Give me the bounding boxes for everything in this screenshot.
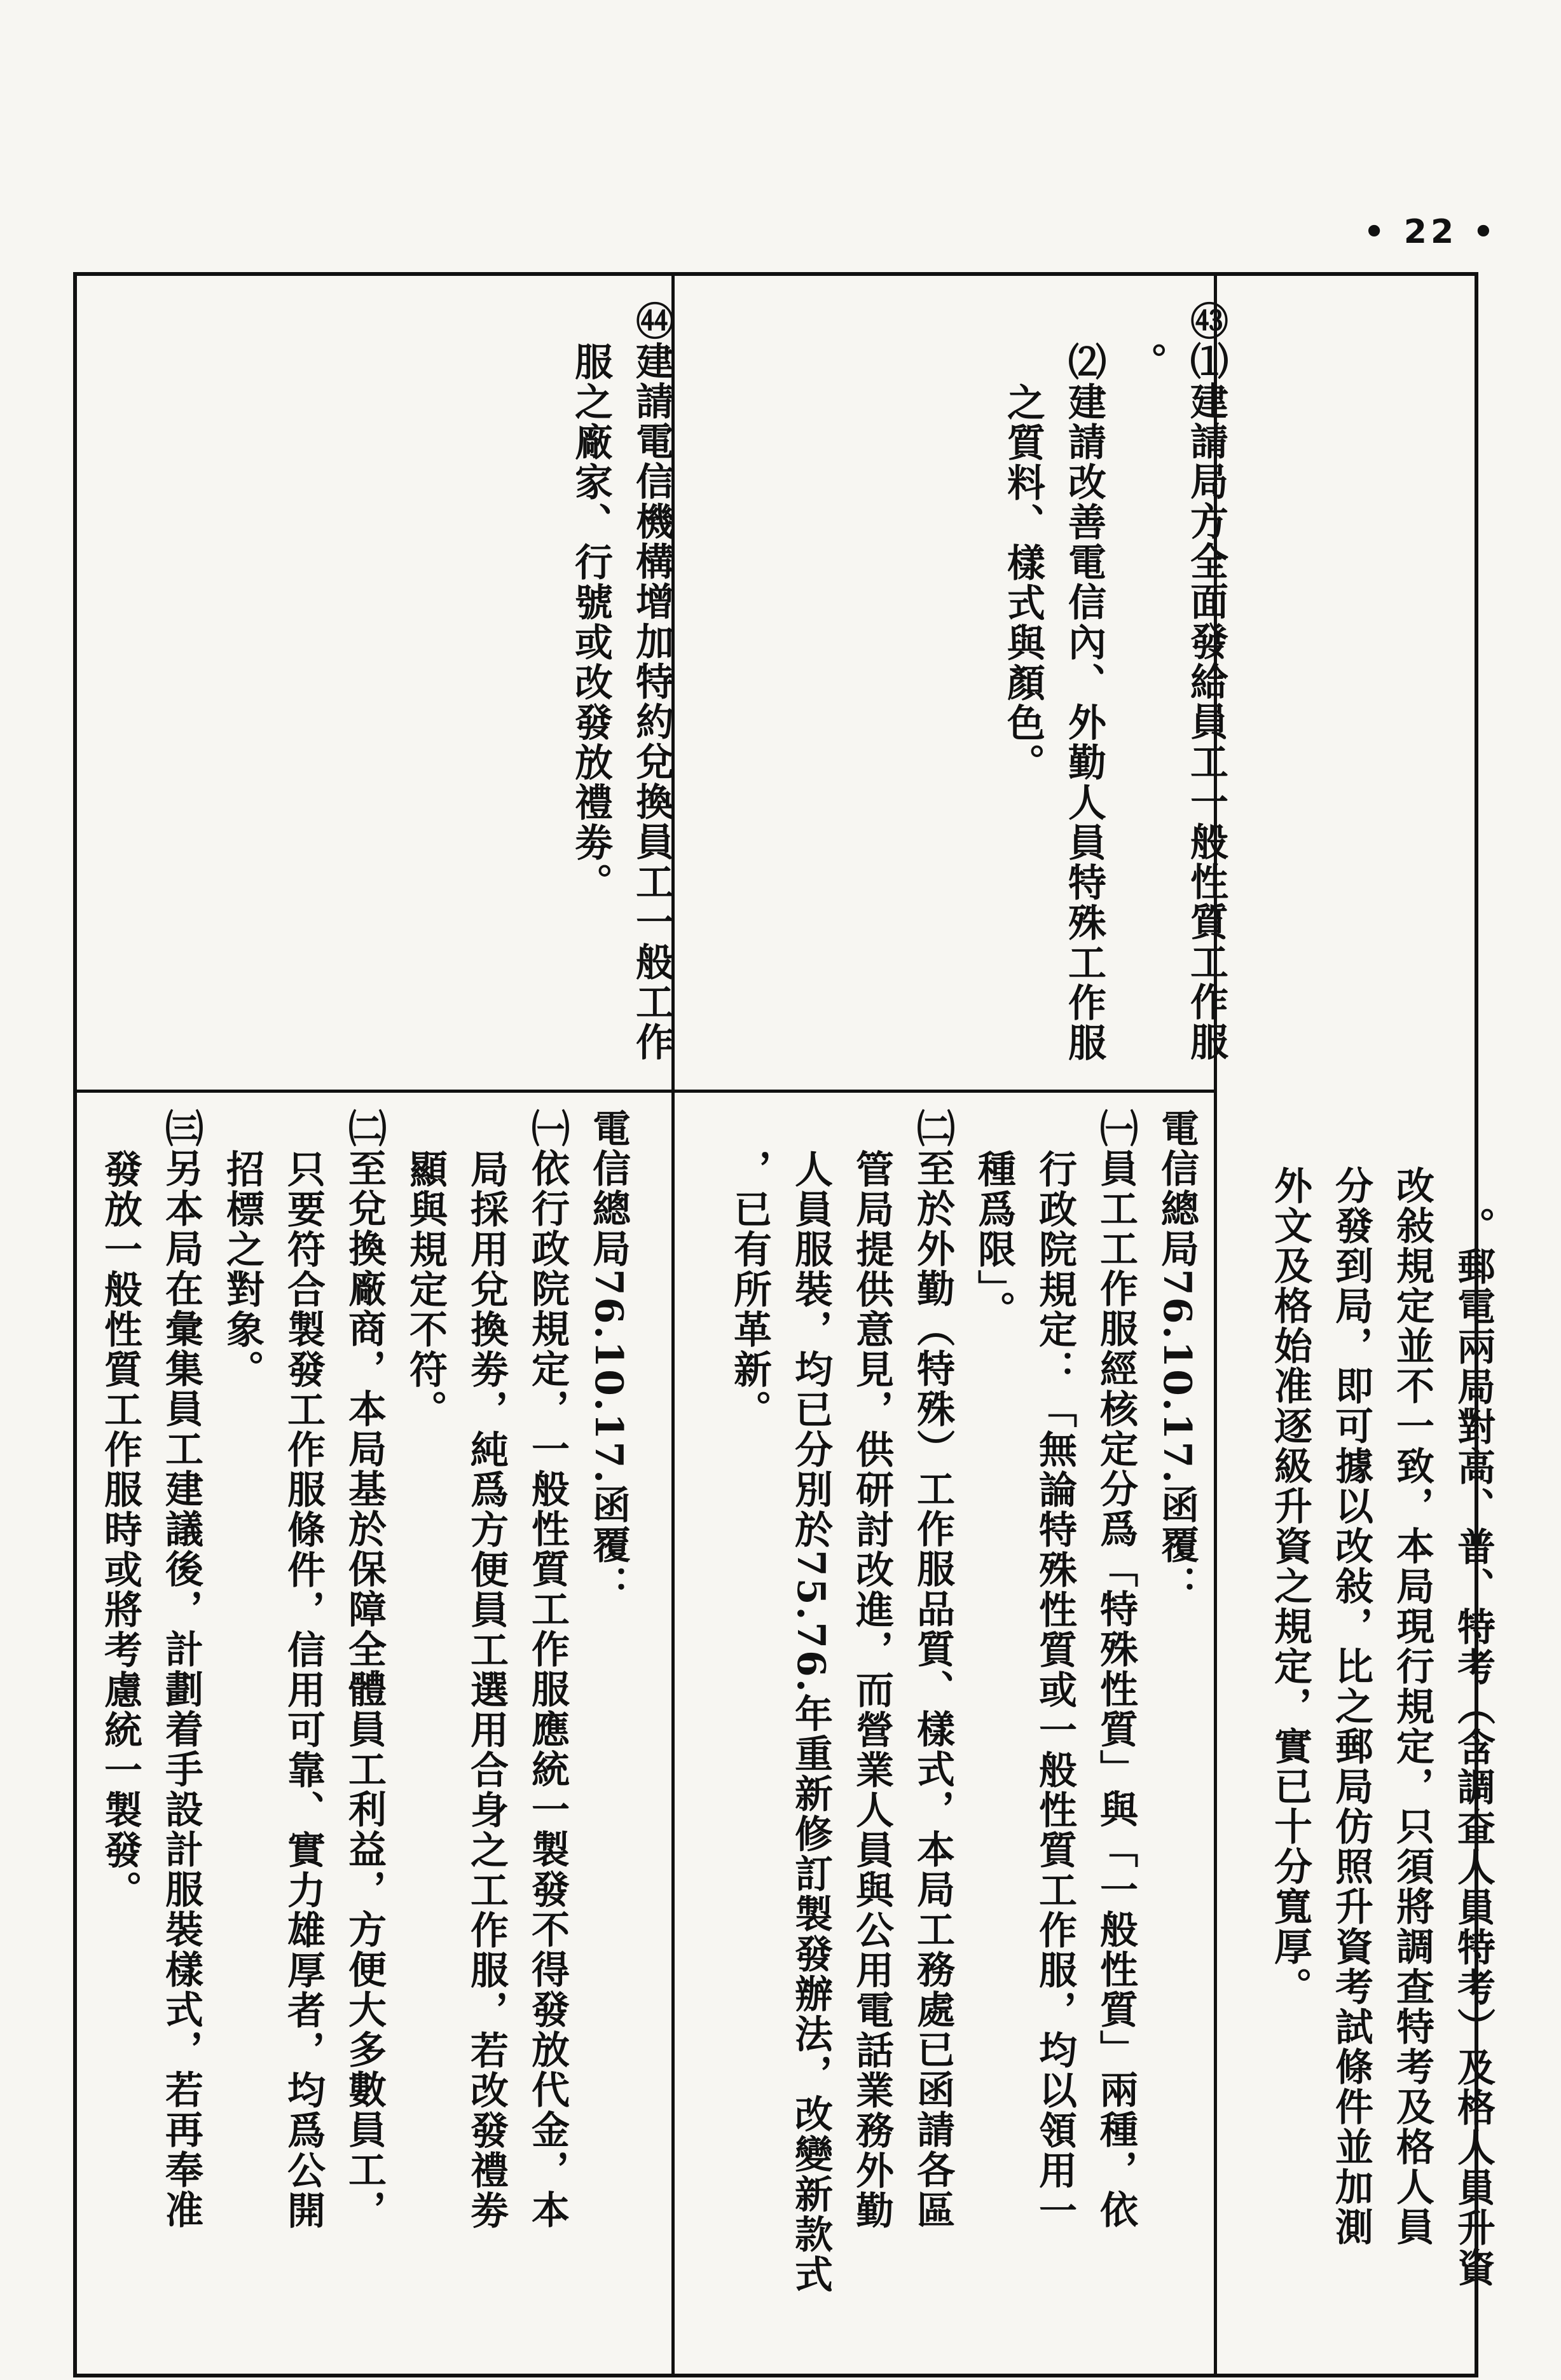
text-line: 種爲限」。 <box>972 1149 1016 1330</box>
text-line: 。 <box>1123 342 1167 382</box>
continuation-text <box>1260 1166 1504 2361</box>
text-line: 。郵電兩局對高、普、特考（含調查人員特考）及格人員升資 <box>1451 1207 1496 2288</box>
text-line: 之質料、樣式與顏色。 <box>1001 383 1045 783</box>
proposal-44-cell <box>560 301 674 1083</box>
text-line: 分發到局，即可據以改敍，比之郵局仿照升資考試條件並加測 <box>1329 1166 1373 2247</box>
text-line: 電信總局76.10.17.函覆： <box>1155 1109 1199 1606</box>
text-line: ㊸⑴建請局方全面發給員工一般性質工作服 <box>1184 301 1228 1062</box>
text-line: 人員服裝，均已分別於75.76.年重新修訂製發辦法，改變新款式 <box>788 1149 833 2295</box>
text-line: ㈢另本局在彙集員工建議後，計劃着手設計服裝樣式，若再奉准 <box>159 1109 203 2230</box>
proposal-44-text <box>560 301 682 1083</box>
text-line: 行政院規定：「無論特殊性質或一般性質工作服，均以領用一 <box>1033 1149 1077 2231</box>
page-number: • 22 • <box>1363 213 1498 251</box>
text-line: ，已有所革新。 <box>727 1149 772 1430</box>
text-line: 外文及格始准逐級升資之規定，實已十分寬厚。 <box>1268 1166 1312 2007</box>
reply-44-text <box>90 1109 639 2361</box>
text-line: 只要符合製發工作服條件，信用可靠、實力雄厚者，均爲公開 <box>281 1149 326 2231</box>
text-line: 發放一般性質工作服時或將考慮統一製發。 <box>98 1149 142 1910</box>
text-line: 電信總局76.10.17.函覆： <box>586 1109 631 1606</box>
text-line: ㈡至於外勤（特殊）工作服品質、樣式，本局工務處已函請各區 <box>911 1109 955 2230</box>
text-line: ⑵建請改善電信內、外勤人員特殊工作服 <box>1062 342 1106 1063</box>
text-line: 招標之對象。 <box>220 1149 265 1390</box>
proposal-43-cell <box>993 301 1228 1083</box>
continuation-text-cell <box>1260 1166 1496 2361</box>
proposal-43-text <box>993 301 1237 1083</box>
text-line: 顯與規定不符。 <box>403 1149 448 1430</box>
text-line: ㈡至兌換廠商，本局基於保障全體員工利益，方便大多數員工， <box>342 1109 387 2230</box>
reply-43-text <box>719 1109 1207 2361</box>
text-line: 管局提供意見，供研討改進，而營業人員與公用電話業務外勤 <box>849 1149 894 2231</box>
text-line: 服之廠家、行號或改發放禮劵。 <box>568 342 613 903</box>
text-line: 局採用兌換劵，純爲方便員工選用合身之工作服，若改發禮劵 <box>464 1149 509 2231</box>
divider-horizontal <box>77 1090 1215 1093</box>
reply-44-cell <box>90 1109 668 2361</box>
text-line: ㈠員工工作服經核定分爲「特殊性質」與「一般性質」兩種，依 <box>1094 1109 1138 2230</box>
reply-43-cell <box>719 1109 1212 2361</box>
table-frame <box>73 272 1496 2377</box>
text-line: 改敍規定並不一致，本局現行規定，只須將調查特考及格人員 <box>1390 1166 1434 2247</box>
text-line: ㈠依行政院規定，一般性質工作服應統一製發不得發放代金，本 <box>525 1109 570 2230</box>
text-line: ㊹建請電信機構增加特約兌換員工一般工作 <box>629 301 674 1062</box>
